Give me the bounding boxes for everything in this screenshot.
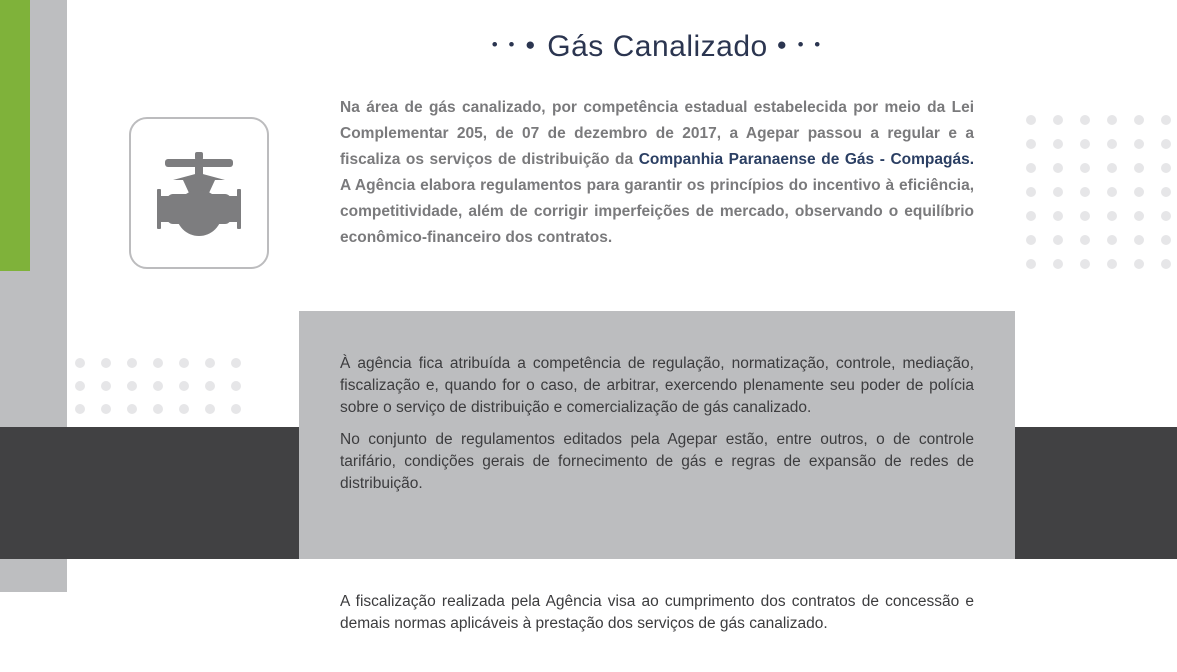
decorative-dot	[1134, 163, 1144, 173]
compagas-link[interactable]: Companhia Paranaense de Gás - Compagás.	[638, 151, 974, 168]
decorative-dot	[1107, 187, 1117, 197]
decorative-dot	[75, 381, 85, 391]
page-title	[0, 30, 1177, 64]
decorative-dot	[1026, 139, 1036, 149]
decorative-dot	[1080, 259, 1090, 269]
decorative-dot	[1053, 115, 1063, 125]
decorative-dot	[101, 404, 111, 414]
decorative-dot	[1107, 115, 1117, 125]
decorative-dot	[1161, 163, 1171, 173]
decorative-dot	[1134, 235, 1144, 245]
decorative-dot	[179, 381, 189, 391]
decorative-dot	[75, 358, 85, 368]
decorative-dot	[127, 381, 137, 391]
intro-paragraph	[340, 95, 974, 251]
decorative-dot	[179, 358, 189, 368]
decorative-dot	[1161, 235, 1171, 245]
card-paragraph-regulations: No conjunto de regulamentos editados pela Agepar estão, entre outros, o de controle tarifário, condições gerais de fornecimento de gás e regras de expansão de redes de distribuição.	[340, 431, 974, 492]
decorative-dot	[1080, 235, 1090, 245]
decorative-dot	[231, 358, 241, 368]
decorative-dot	[1134, 259, 1144, 269]
decorative-dot	[75, 404, 85, 414]
title-text: Gás Canalizado	[547, 30, 768, 63]
decorative-dot	[231, 381, 241, 391]
decorative-dot	[1107, 211, 1117, 221]
decorative-dot	[1080, 115, 1090, 125]
decorative-dot	[1161, 115, 1171, 125]
decorative-dot	[127, 358, 137, 368]
decorative-dot	[1080, 163, 1090, 173]
intro-text-part1: Na área de gás canalizado, por competência estadual estabelecida por meio da Lei Complementar 205, de 07 de dezembro de 2017, a Agepar passou a regular e a fiscaliza os serviços de distribuição da	[340, 99, 974, 168]
decorative-dot	[179, 404, 189, 414]
decorative-dot	[153, 358, 163, 368]
decorative-dot	[1107, 259, 1117, 269]
decorative-dot	[231, 404, 241, 414]
decorative-dot	[153, 381, 163, 391]
decorative-dot	[1026, 187, 1036, 197]
title-decoration-right: ● • •	[776, 35, 824, 55]
decorative-dot	[1053, 139, 1063, 149]
decorative-dot	[153, 404, 163, 414]
decorative-dot	[1053, 211, 1063, 221]
decorative-dot	[1107, 235, 1117, 245]
decorative-dot	[1080, 139, 1090, 149]
intro-text-part2: A Agência elabora regulamentos para garantir os princípios do incentivo à eficiência, competitividade, além de corrigir imperfeições de mercado, observando o equilíbrio econômico-financeiro dos contratos.	[340, 177, 974, 246]
card-content	[340, 353, 974, 505]
decorative-dot	[101, 358, 111, 368]
decorative-dot	[1053, 259, 1063, 269]
decorative-dot	[1134, 187, 1144, 197]
decorative-dot	[1161, 211, 1171, 221]
decorative-dot	[1053, 163, 1063, 173]
dot-pattern-left	[75, 358, 241, 414]
decorative-dot	[1107, 163, 1117, 173]
decorative-dot	[205, 404, 215, 414]
decorative-dot	[101, 381, 111, 391]
decorative-dot	[1026, 259, 1036, 269]
dot-pattern-right	[1026, 115, 1171, 269]
decorative-dot	[1161, 139, 1171, 149]
decorative-dot	[1134, 211, 1144, 221]
decorative-dot	[1053, 235, 1063, 245]
decorative-dot	[1080, 211, 1090, 221]
decorative-dot	[1134, 115, 1144, 125]
gas-valve-icon	[153, 149, 245, 241]
decorative-dot	[1161, 259, 1171, 269]
decorative-dot	[205, 358, 215, 368]
title-decoration-left: • • ●	[491, 35, 539, 55]
decorative-dot	[1134, 139, 1144, 149]
decorative-dot	[1161, 187, 1171, 197]
card-paragraph-competence: À agência fica atribuída a competência de regulação, normatização, controle, mediação, fiscalização e, quando for o caso, de arbitrar, exercendo plenamente seu poder de polícia sobre o serviço de distribuição e comercialização de gás canalizado.	[340, 355, 974, 416]
decorative-dot	[1026, 115, 1036, 125]
decorative-dot	[1026, 163, 1036, 173]
decorative-dot	[1080, 187, 1090, 197]
decorative-dot	[127, 404, 137, 414]
decorative-dot	[205, 381, 215, 391]
decorative-dot	[1107, 139, 1117, 149]
decorative-dot	[1053, 187, 1063, 197]
bottom-paragraph: A fiscalização realizada pela Agência visa ao cumprimento dos contratos de concessão e demais normas aplicáveis à prestação dos serviços de gás canalizado.	[340, 593, 974, 632]
icon-box	[129, 117, 269, 269]
decorative-dot	[1026, 211, 1036, 221]
decorative-dot	[1026, 235, 1036, 245]
